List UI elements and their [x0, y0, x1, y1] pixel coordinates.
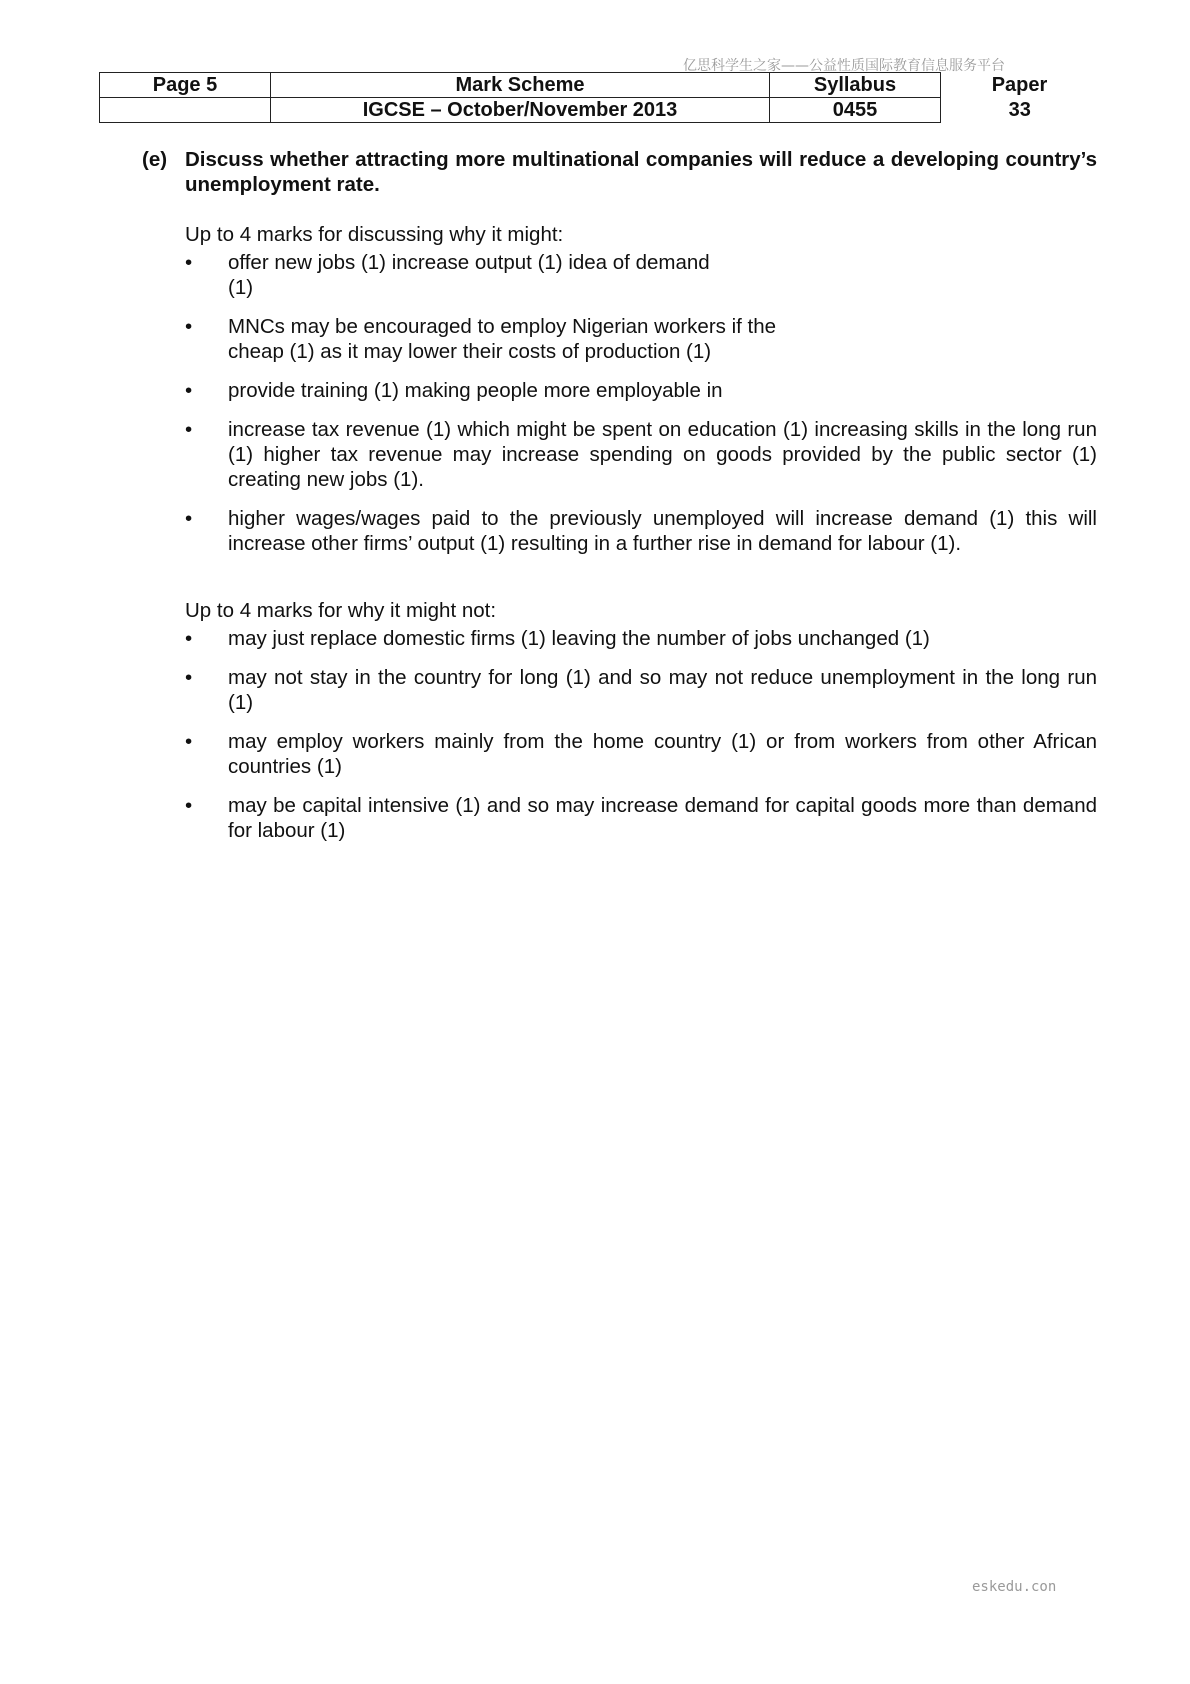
list-item	[185, 626, 1097, 651]
list-item-line: (1)	[228, 276, 254, 299]
header-row-1	[100, 73, 1099, 98]
header-table	[99, 72, 1099, 123]
list-item-text: may be capital intensive (1) and so may increase demand for capital goods more than demand for labour (1)	[228, 794, 1097, 842]
watermark-bottom: eskedu.con	[972, 1579, 1057, 1595]
header-syllabus-code: 0455	[770, 98, 941, 123]
list-item-text: increase tax revenue (1) which might be spent on education (1) increasing skills in the long run (1) higher tax revenue may increase spending on goods provided by the public sector (1) creating new jobs (1).	[228, 418, 1097, 491]
list-item	[185, 417, 1097, 492]
list-item-line: MNCs may be encouraged to employ Nigerian workers if the	[228, 315, 777, 338]
bullet-list-might-not	[185, 626, 1097, 843]
section-why-it-might-not	[185, 598, 1097, 857]
list-item	[185, 793, 1097, 843]
bullet-icon: •	[185, 627, 193, 650]
watermark-top: 亿思科学生之家——公益性质国际教育信息服务平台	[683, 58, 1005, 74]
header-session: IGCSE – October/November 2013	[271, 98, 770, 123]
list-item	[185, 665, 1097, 715]
bullet-icon: •	[185, 379, 193, 402]
list-item-text	[228, 250, 788, 300]
header-paper-label: Paper	[991, 74, 1048, 96]
bullet-icon: •	[185, 315, 193, 338]
section-heading-might: Up to 4 marks for discussing why it might:	[185, 223, 564, 246]
list-item-text	[228, 314, 838, 364]
list-item-text: provide training (1) making people more employable in	[228, 379, 723, 402]
question	[142, 147, 1097, 197]
header-empty-cell	[100, 98, 271, 123]
section-heading-might-not: Up to 4 marks for why it might not:	[185, 599, 497, 622]
header-page: Page 5	[100, 73, 271, 98]
list-item-text: may not stay in the country for long (1) and so may not reduce unemployment in the long run (1)	[228, 666, 1097, 714]
list-item	[185, 729, 1097, 779]
list-item-line: cheap (1) as it may lower their costs of production (1)	[228, 340, 712, 363]
header-row-2	[100, 98, 1099, 123]
list-item	[185, 314, 1097, 364]
list-item-text: may just replace domestic firms (1) leaving the number of jobs unchanged (1)	[228, 627, 930, 650]
question-text: Discuss whether attracting more multinational companies will reduce a developing country’s unemployment rate.	[185, 148, 1097, 196]
header-doc-title: Mark Scheme	[271, 73, 770, 98]
header-syllabus-label: Syllabus	[770, 73, 941, 98]
list-item-text: may employ workers mainly from the home country (1) or from workers from other African countries (1)	[228, 730, 1097, 778]
bullet-icon: •	[185, 666, 193, 689]
list-item-line: offer new jobs (1) increase output (1) idea of demand	[228, 251, 710, 274]
bullet-icon: •	[185, 794, 193, 817]
bullet-icon: •	[185, 507, 193, 530]
section-why-it-might	[185, 222, 1097, 570]
list-item	[185, 378, 1097, 403]
header-paper-number: 33	[1008, 99, 1031, 121]
bullet-icon: •	[185, 251, 193, 274]
bullet-list-might	[185, 250, 1097, 556]
bullet-icon: •	[185, 730, 193, 753]
bullet-icon: •	[185, 418, 193, 441]
list-item	[185, 506, 1097, 556]
list-item-text: higher wages/wages paid to the previously unemployed will increase demand (1) this will increase other firms’ output (1) resulting in a further rise in demand for labour (1).	[228, 507, 1097, 555]
list-item	[185, 250, 1097, 300]
question-number: (e)	[142, 148, 168, 171]
